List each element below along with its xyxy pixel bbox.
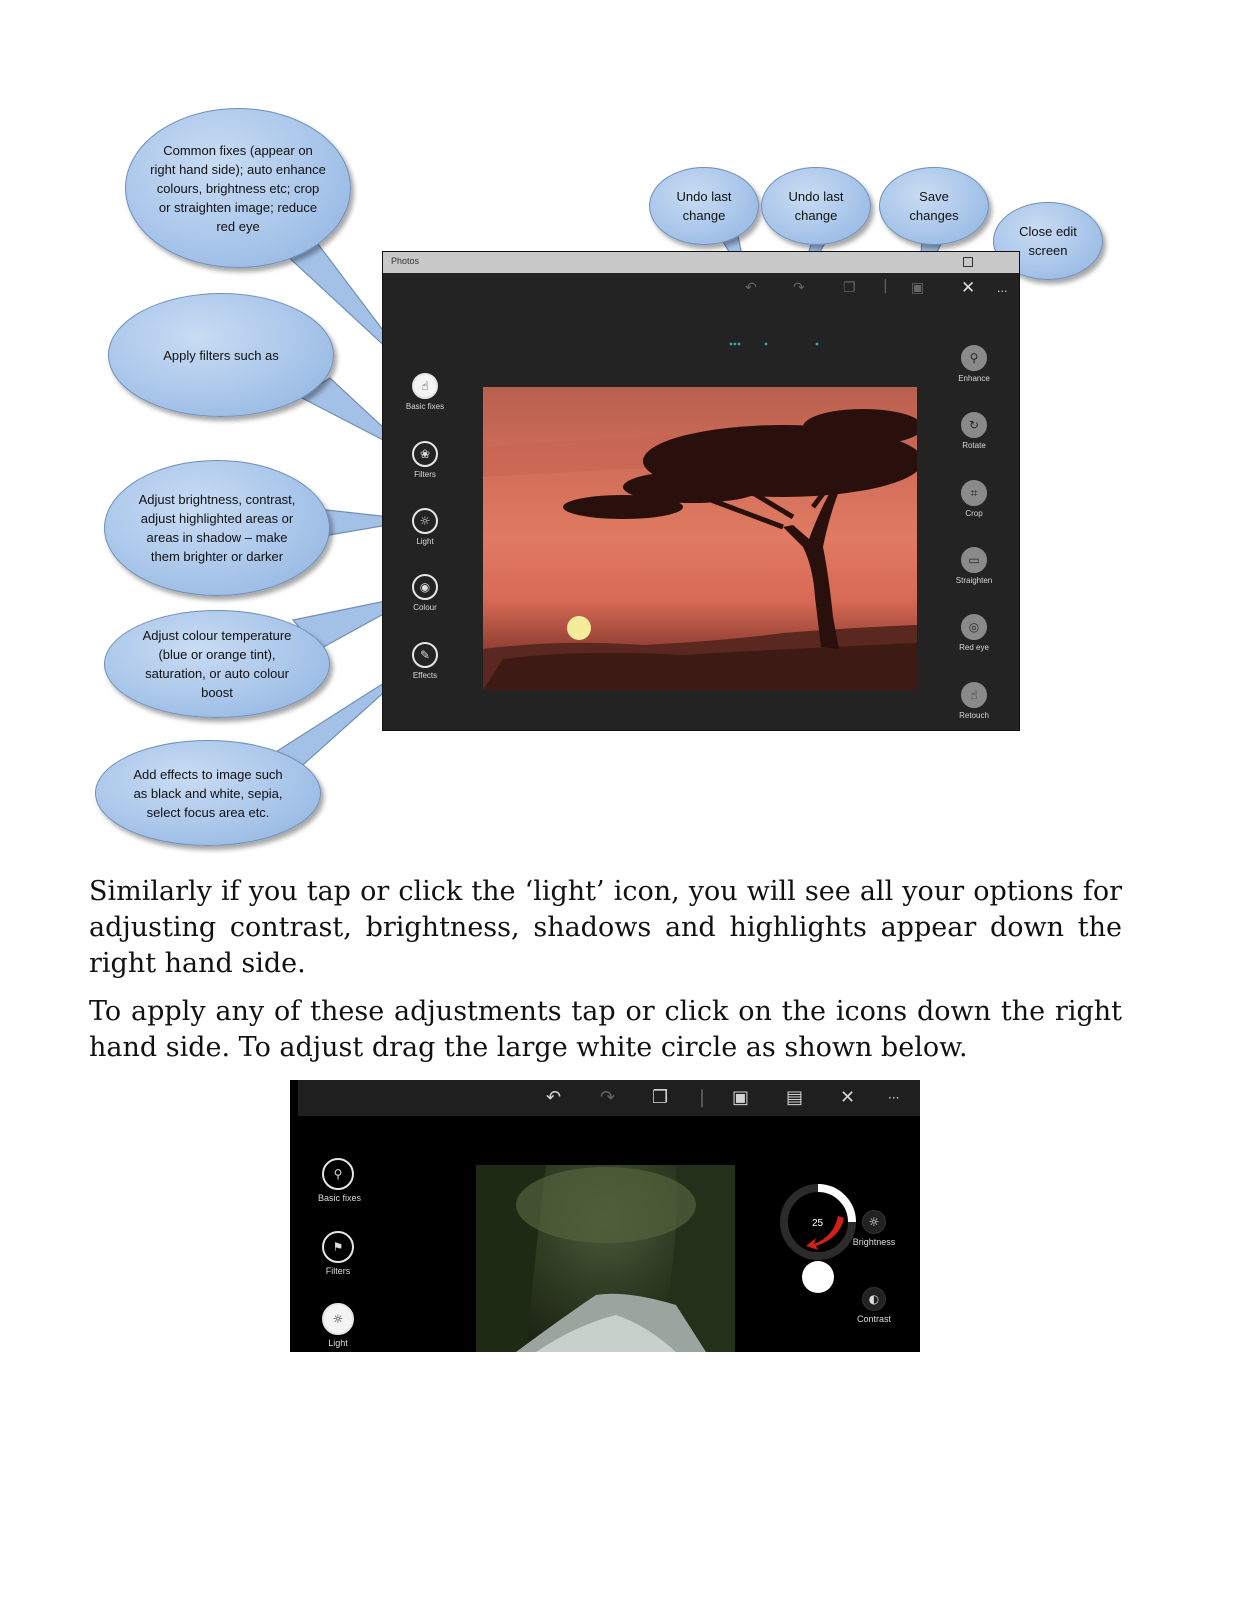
tool-straighten[interactable] [944,547,1004,585]
option-contrast[interactable] [848,1287,900,1324]
filter-icon: ❀ [412,441,438,467]
callout-save: Save changes [879,167,989,245]
tool-label: Red eye [959,643,989,652]
tool-crop[interactable] [944,480,1004,518]
menu-label: Light [328,1338,348,1348]
save-icon[interactable]: ▤ [786,1087,804,1108]
river-illustration [476,1165,735,1352]
wand-icon: ⚲ [322,1158,354,1190]
menu-label: Filters [325,1266,351,1276]
tool-red-eye[interactable] [944,614,1004,652]
menu-basic-fixes[interactable] [395,373,455,411]
filter-icon: ⚑ [322,1231,354,1263]
wand-icon: ⚲ [961,345,987,371]
menu-label: Filters [414,470,436,479]
redo-icon[interactable]: ↷ [600,1087,616,1108]
close-icon[interactable]: ✕ [840,1087,856,1108]
sun-icon: ☼ [412,508,438,534]
callout-light: Adjust brightness, contrast, adjust highlighted areas or areas in shadow – make them brighter or darker [104,460,330,596]
menu-label: Colour [413,603,437,612]
callout-basic-fixes: Common fixes (appear on right hand side); auto enhance colours, brightness etc; crop or straighten image; reduce red eye [125,108,351,268]
palette-icon: ◉ [412,574,438,600]
menu-filters[interactable] [318,1231,358,1276]
menu-label: Basic fixes [405,402,445,411]
menu-effects[interactable] [395,642,455,680]
callout-close: Close edit screen [993,202,1103,280]
paragraph-light-options: Similarly if you tap or click the ‘light’ icon, you will see all your options for adjusting contrast, brightness, shadows and highlights appear down the right hand side. [89,876,1122,979]
menu-light[interactable] [395,508,455,546]
maximize-icon[interactable] [963,257,973,267]
more-icon[interactable]: ··· [888,1091,900,1105]
close-icon[interactable]: ✕ [961,278,976,298]
callout-undo: Undo last change [649,167,759,245]
dial-value: 25 [812,1218,824,1229]
callout-filters: Apply filters such as [108,293,334,417]
tool-enhance[interactable] [944,345,1004,383]
hand-icon: ☝ [412,373,438,399]
copy-icon[interactable]: ❐ [843,280,856,296]
tool-rotate[interactable] [944,412,1004,450]
paragraph-apply-adjustments: To apply any of these adjustments tap or click on the icons down the right hand side. To adjust drag the large white circle as shown below. [89,996,1122,1063]
contrast-icon: ◐ [862,1287,886,1311]
undo-icon[interactable]: ↶ [546,1087,562,1108]
tool-label: Enhance [958,374,990,383]
callout-colour: Adjust colour temperature (blue or orange tint), saturation, or auto colour boost [104,610,330,718]
tool-label: Retouch [959,711,989,720]
menu-colour[interactable] [395,574,455,612]
dial-drag-handle[interactable] [802,1261,834,1293]
tool-label: Crop [965,509,983,518]
separator-icon: | [883,278,888,294]
menu-label: Light [416,537,434,546]
redo-icon[interactable]: ↷ [793,280,805,296]
tool-label: Rotate [962,441,986,450]
acacia-tree-illustration [483,387,917,690]
light-adjust-screenshot [290,1080,920,1352]
callout-redo: Undo last change [761,167,871,245]
tool-label: Straighten [955,576,993,585]
straighten-icon: ▭ [961,547,987,573]
crop-icon: ⌗ [961,480,987,506]
window-titlebar [383,252,1019,273]
menu-light[interactable] [318,1303,358,1348]
eye-icon: ◎ [961,614,987,640]
save-copy-icon[interactable]: ▣ [732,1087,750,1108]
option-label: Brightness [852,1237,896,1247]
dial-progress-arc [818,1188,852,1222]
sunset-acacia-photo [483,387,917,690]
sun-icon: ☼ [862,1210,886,1234]
menu-basic-fixes[interactable] [318,1158,362,1203]
menu-label: Basic fixes [318,1193,362,1203]
forest-river-photo [476,1165,735,1352]
loading-dots [728,340,828,348]
undo-icon[interactable]: ↶ [745,280,757,296]
separator-icon: | [699,1087,706,1108]
photos-edit-screenshot [382,251,1020,731]
sun-icon: ☼ [322,1303,354,1335]
brush-icon: ✎ [412,642,438,668]
option-label: Contrast [856,1314,891,1324]
more-icon[interactable]: ... [997,282,1008,295]
window-title: Photos [391,256,420,266]
rotate-icon: ↻ [961,412,987,438]
menu-label: Effects [412,671,438,680]
copy-icon[interactable]: ❐ [652,1087,669,1108]
option-brightness[interactable] [848,1210,900,1247]
tool-retouch[interactable] [944,682,1004,720]
callout-effects: Add effects to image such as black and white, sepia, select focus area etc. [95,740,321,846]
save-icon[interactable]: ▣ [911,280,925,296]
edit-toolbar [298,1080,920,1116]
retouch-icon: ☝ [961,682,987,708]
menu-filters[interactable] [395,441,455,479]
